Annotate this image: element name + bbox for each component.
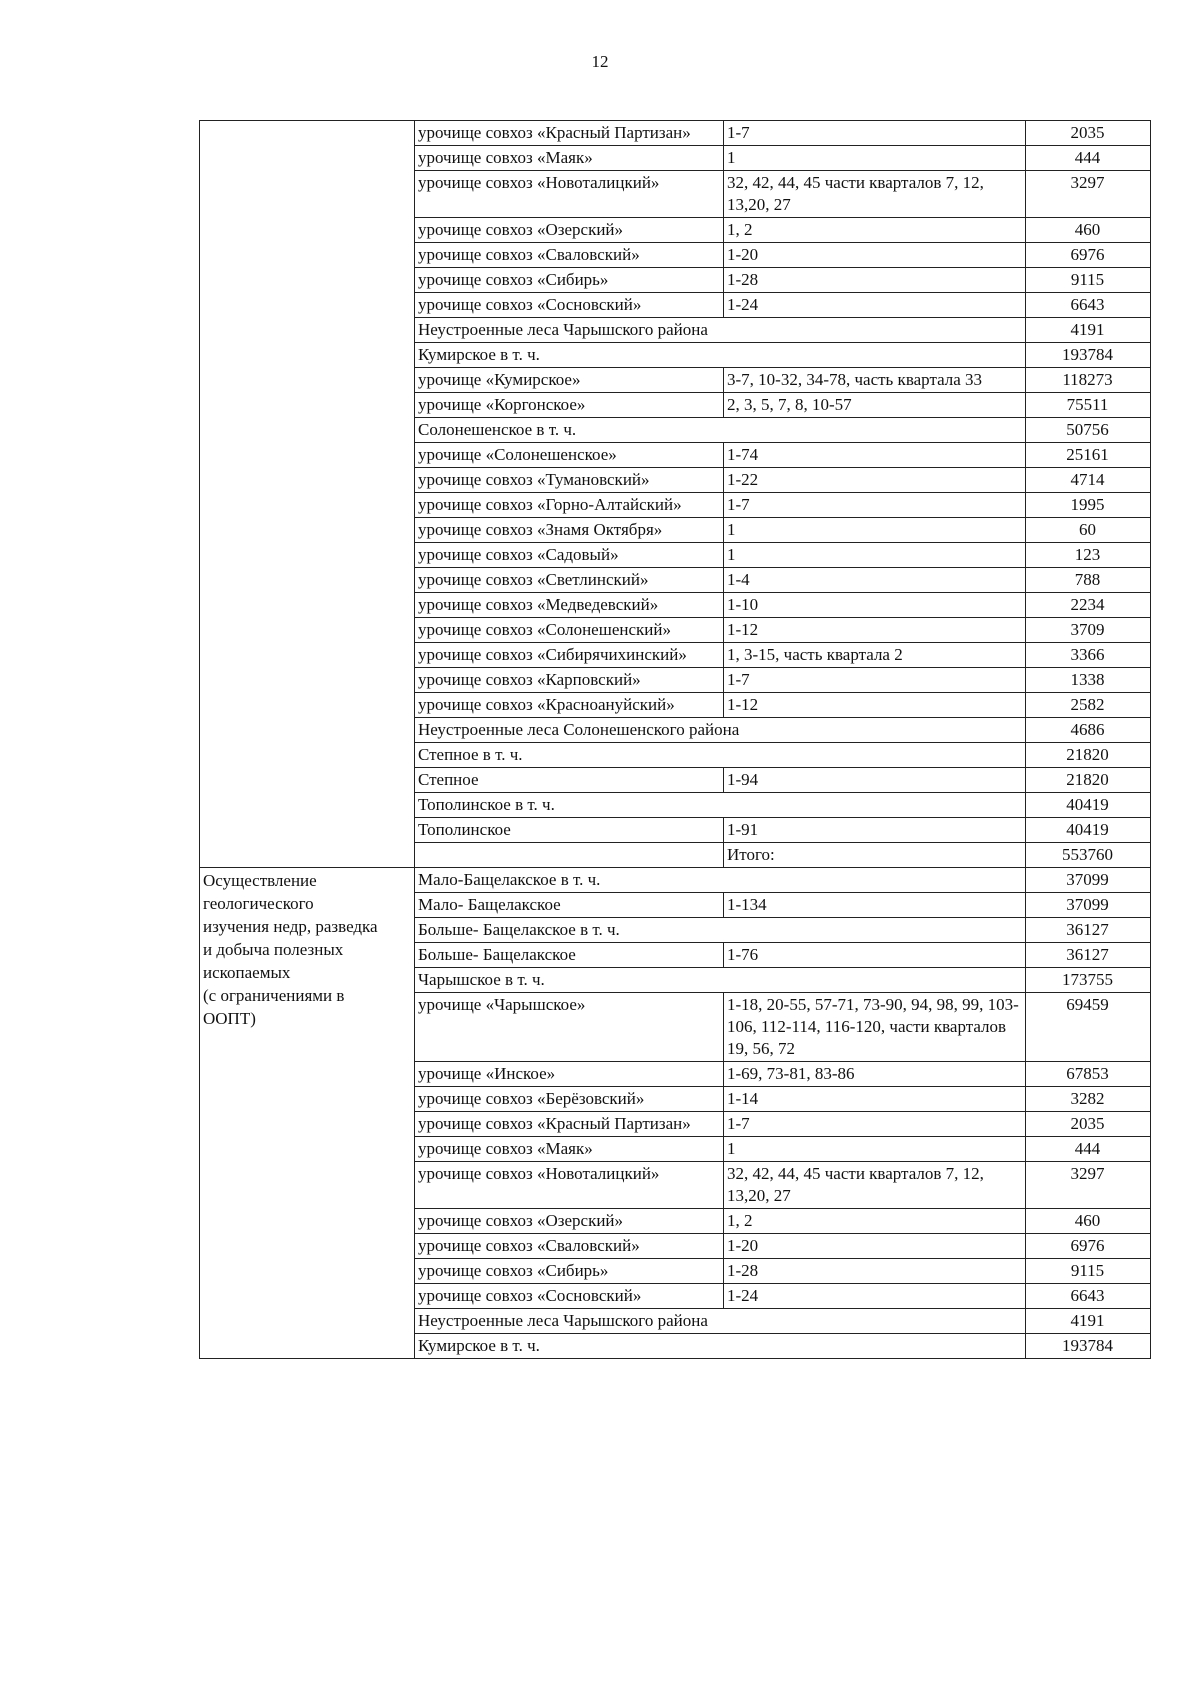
area-cell: 6643 — [1026, 1284, 1151, 1309]
forest-name-cell: Мало-Бащелакское в т. ч. — [415, 868, 1026, 893]
forest-name-cell: урочище совхоз «Новоталицкий» — [415, 1162, 724, 1209]
quarters-cell: 1-12 — [724, 618, 1026, 643]
table-body — [200, 121, 1151, 1359]
area-cell: 21820 — [1026, 768, 1151, 793]
area-cell: 788 — [1026, 568, 1151, 593]
activity-line: и добыча полезных — [203, 940, 344, 959]
quarters-cell: 1-28 — [724, 268, 1026, 293]
area-cell: 50756 — [1026, 418, 1151, 443]
forest-name-cell: урочище «Инское» — [415, 1062, 724, 1087]
quarters-cell: 1-20 — [724, 1234, 1026, 1259]
forest-name-cell: Кумирское в т. ч. — [415, 1334, 1026, 1359]
area-cell: 36127 — [1026, 943, 1151, 968]
table-row — [200, 121, 1151, 146]
quarters-cell: 32, 42, 44, 45 части кварталов 7, 12, 13,20, 27 — [724, 171, 1026, 218]
area-cell: 3282 — [1026, 1087, 1151, 1112]
quarters-cell: 1-22 — [724, 468, 1026, 493]
activity-line: ископаемых — [203, 963, 291, 982]
forest-name-cell: урочище «Кумирское» — [415, 368, 724, 393]
area-cell: 4714 — [1026, 468, 1151, 493]
quarters-cell: 1-7 — [724, 493, 1026, 518]
quarters-cell: 1 — [724, 518, 1026, 543]
area-cell: 3366 — [1026, 643, 1151, 668]
forest-name-cell: урочище совхоз «Карповский» — [415, 668, 724, 693]
forest-name-cell: урочище совхоз «Новоталицкий» — [415, 171, 724, 218]
area-cell: 9115 — [1026, 268, 1151, 293]
quarters-cell: 1-18, 20-55, 57-71, 73-90, 94, 98, 99, 103-106, 112-114, 116-120, части кварталов 19, 56, 72 — [724, 993, 1026, 1062]
area-cell: 67853 — [1026, 1062, 1151, 1087]
forest-areas-table — [199, 120, 1151, 1359]
area-cell: 444 — [1026, 1137, 1151, 1162]
quarters-cell: 1-14 — [724, 1087, 1026, 1112]
forest-name-cell: урочище совхоз «Сибирячихинский» — [415, 643, 724, 668]
quarters-cell: 1 — [724, 1137, 1026, 1162]
area-cell: 193784 — [1026, 343, 1151, 368]
quarters-cell: 1, 3-15, часть квартала 2 — [724, 643, 1026, 668]
area-cell: 9115 — [1026, 1259, 1151, 1284]
area-cell: 444 — [1026, 146, 1151, 171]
area-cell: 3297 — [1026, 171, 1151, 218]
forest-name-cell: урочище «Коргонское» — [415, 393, 724, 418]
quarters-cell: 1-10 — [724, 593, 1026, 618]
forest-name-cell: урочище совхоз «Сибирь» — [415, 268, 724, 293]
forest-name-cell: урочище совхоз «Красный Партизан» — [415, 1112, 724, 1137]
area-cell: 2582 — [1026, 693, 1151, 718]
quarters-cell: 1-24 — [724, 293, 1026, 318]
forest-name-cell: урочище совхоз «Сосновский» — [415, 1284, 724, 1309]
page-number: 12 — [591, 52, 609, 71]
quarters-cell: 1-7 — [724, 668, 1026, 693]
forest-name-cell: Неустроенные леса Солонешенского района — [415, 718, 1026, 743]
activity-cell — [200, 121, 415, 868]
area-cell: 37099 — [1026, 893, 1151, 918]
forest-name-cell: урочище совхоз «Сибирь» — [415, 1259, 724, 1284]
area-cell: 2035 — [1026, 121, 1151, 146]
area-cell: 6976 — [1026, 243, 1151, 268]
quarters-cell: 1-76 — [724, 943, 1026, 968]
forest-name-cell: Неустроенные леса Чарышского района — [415, 318, 1026, 343]
area-cell: 1995 — [1026, 493, 1151, 518]
area-cell: 460 — [1026, 1209, 1151, 1234]
area-cell: 173755 — [1026, 968, 1151, 993]
quarters-cell: 1-74 — [724, 443, 1026, 468]
forest-name-cell: урочище совхоз «Сосновский» — [415, 293, 724, 318]
area-cell: 118273 — [1026, 368, 1151, 393]
quarters-cell: 1, 2 — [724, 218, 1026, 243]
quarters-cell: 1-91 — [724, 818, 1026, 843]
quarters-cell: 1-7 — [724, 1112, 1026, 1137]
area-cell: 4191 — [1026, 318, 1151, 343]
forest-name-cell: урочище совхоз «Сваловский» — [415, 1234, 724, 1259]
quarters-cell: 32, 42, 44, 45 части кварталов 7, 12, 13,20, 27 — [724, 1162, 1026, 1209]
forest-name-cell: Солонешенское в т. ч. — [415, 418, 1026, 443]
forest-name-cell: Степное в т. ч. — [415, 743, 1026, 768]
forest-name-cell: урочище «Солонешенское» — [415, 443, 724, 468]
area-cell: 36127 — [1026, 918, 1151, 943]
activity-line: геологического — [203, 894, 314, 913]
forest-name-cell: урочище совхоз «Солонешенский» — [415, 618, 724, 643]
forest-name-cell: урочище совхоз «Берёзовский» — [415, 1087, 724, 1112]
area-cell: 40419 — [1026, 818, 1151, 843]
area-cell: 2234 — [1026, 593, 1151, 618]
quarters-cell: 1-7 — [724, 121, 1026, 146]
forest-name-cell: урочище совхоз «Маяк» — [415, 1137, 724, 1162]
activity-line: Осуществление — [203, 871, 317, 890]
area-cell: 75511 — [1026, 393, 1151, 418]
area-cell: 6643 — [1026, 293, 1151, 318]
area-cell: 6976 — [1026, 1234, 1151, 1259]
forest-name-cell — [415, 843, 724, 868]
quarters-cell: 1-69, 73-81, 83-86 — [724, 1062, 1026, 1087]
activity-line: изучения недр, разведка — [203, 917, 378, 936]
quarters-cell: 1-4 — [724, 568, 1026, 593]
forest-name-cell: Неустроенные леса Чарышского района — [415, 1309, 1026, 1334]
area-cell: 460 — [1026, 218, 1151, 243]
forest-name-cell: Чарышское в т. ч. — [415, 968, 1026, 993]
quarters-cell: 1-28 — [724, 1259, 1026, 1284]
forest-name-cell: урочище совхоз «Красный Партизан» — [415, 121, 724, 146]
quarters-cell: 2, 3, 5, 7, 8, 10-57 — [724, 393, 1026, 418]
forest-name-cell: Тополинское — [415, 818, 724, 843]
forest-name-cell: урочище совхоз «Светлинский» — [415, 568, 724, 593]
quarters-cell: 1-134 — [724, 893, 1026, 918]
area-cell: 3297 — [1026, 1162, 1151, 1209]
table-row — [200, 868, 1151, 893]
quarters-cell: 1-20 — [724, 243, 1026, 268]
quarters-cell: 1, 2 — [724, 1209, 1026, 1234]
area-cell: 37099 — [1026, 868, 1151, 893]
forest-name-cell: урочище совхоз «Тумановский» — [415, 468, 724, 493]
quarters-cell: 1-12 — [724, 693, 1026, 718]
forest-name-cell: Больше- Бащелакское в т. ч. — [415, 918, 1026, 943]
area-cell: 40419 — [1026, 793, 1151, 818]
forest-name-cell: урочище совхоз «Маяк» — [415, 146, 724, 171]
forest-name-cell: урочище совхоз «Горно-Алтайский» — [415, 493, 724, 518]
quarters-cell: 1 — [724, 146, 1026, 171]
area-cell: 21820 — [1026, 743, 1151, 768]
forest-name-cell: Степное — [415, 768, 724, 793]
area-cell: 553760 — [1026, 843, 1151, 868]
activity-line: ООПТ) — [203, 1009, 256, 1028]
forest-name-cell: урочище совхоз «Медведевский» — [415, 593, 724, 618]
area-cell: 25161 — [1026, 443, 1151, 468]
quarters-cell: 3-7, 10-32, 34-78, часть квартала 33 — [724, 368, 1026, 393]
quarters-cell: 1 — [724, 543, 1026, 568]
quarters-cell: Итого: — [724, 843, 1026, 868]
forest-name-cell: Мало- Бащелакское — [415, 893, 724, 918]
forest-name-cell: урочище совхоз «Знамя Октября» — [415, 518, 724, 543]
forest-name-cell: Больше- Бащелакское — [415, 943, 724, 968]
forest-name-cell: Кумирское в т. ч. — [415, 343, 1026, 368]
area-cell: 69459 — [1026, 993, 1151, 1062]
quarters-cell: 1-94 — [724, 768, 1026, 793]
area-cell: 4686 — [1026, 718, 1151, 743]
area-cell: 123 — [1026, 543, 1151, 568]
quarters-cell: 1-24 — [724, 1284, 1026, 1309]
forest-name-cell: урочище совхоз «Красноануйский» — [415, 693, 724, 718]
area-cell: 4191 — [1026, 1309, 1151, 1334]
forest-name-cell: урочище совхоз «Садовый» — [415, 543, 724, 568]
area-cell: 60 — [1026, 518, 1151, 543]
area-cell: 193784 — [1026, 1334, 1151, 1359]
forest-name-cell: урочище «Чарышское» — [415, 993, 724, 1062]
area-cell: 2035 — [1026, 1112, 1151, 1137]
activity-cell — [200, 868, 415, 1359]
forest-name-cell: урочище совхоз «Озерский» — [415, 1209, 724, 1234]
forest-name-cell: Тополинское в т. ч. — [415, 793, 1026, 818]
area-cell: 3709 — [1026, 618, 1151, 643]
activity-line: (с ограничениями в — [203, 986, 345, 1005]
area-cell: 1338 — [1026, 668, 1151, 693]
forest-name-cell: урочище совхоз «Сваловский» — [415, 243, 724, 268]
forest-name-cell: урочище совхоз «Озерский» — [415, 218, 724, 243]
